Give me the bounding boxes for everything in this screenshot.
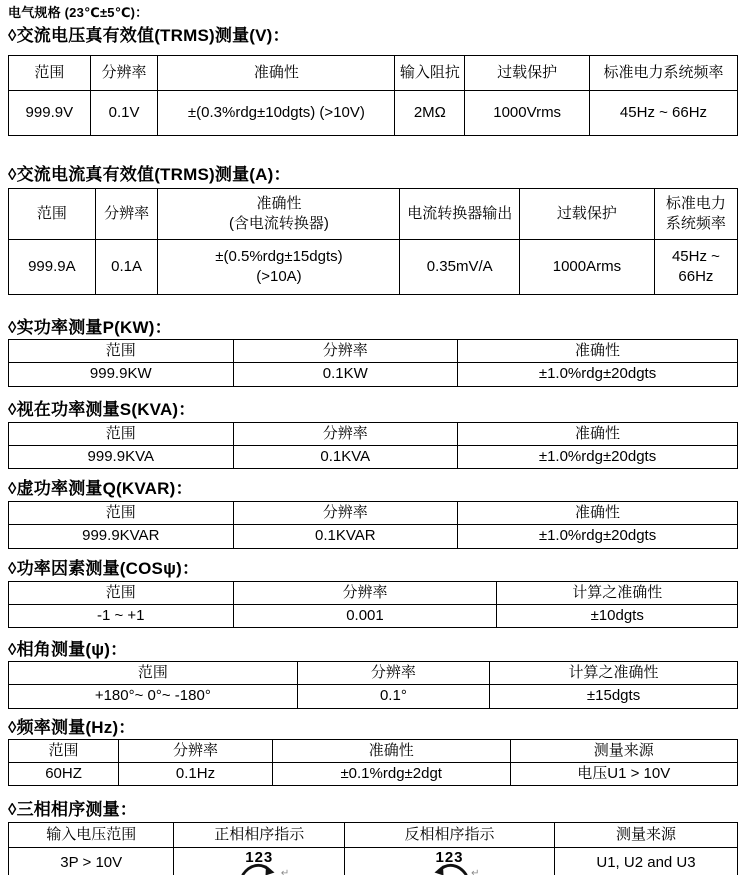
column-header-measurement-source: 测量来源 [554,823,737,848]
table-row [9,525,738,548]
cell-input-voltage-range: 3P > 10V [9,848,174,875]
column-header-range: 范围 [9,502,234,525]
cell-resolution: 0.1KVAR [233,525,458,548]
cell-range: 999.9KW [9,363,234,386]
cell-overload-protection: 1000Vrms [465,91,590,136]
table-row [9,604,738,627]
text-line: 66Hz [678,268,714,285]
column-header-resolution: 分辨率 [233,502,458,525]
column-header-accuracy: 准确性 [272,739,510,762]
section-heading-frequency: ◊频率测量(Hz)： [8,717,136,737]
table-row [9,685,738,708]
section-heading-power-factor: ◊功率因素测量(COSψ)： [8,558,200,578]
table-header-row [9,502,738,525]
section-heading-ac-current: ◊交流电流真有效值(TRMS)测量(A)： [8,165,291,184]
column-header-accuracy [158,189,400,240]
cell-range: 999.9A [9,240,96,295]
table-header-row [9,340,738,363]
section-heading-active-power: ◊实功率测量P(KW)： [8,318,172,337]
cell-range: 60HZ [9,762,119,785]
phase-sequence-negative-icon [431,849,480,875]
cell-calc-accuracy: ±10dgts [497,604,738,627]
linebreak-mark: ↵ [280,868,290,875]
column-header-accuracy: 准确性 [158,56,395,91]
text-line: 系统频率 [665,215,726,232]
column-header-range: 范围 [9,340,234,363]
text-line: (>10A) [256,268,302,285]
text-line: ±(0.5%rdg±15dgts) [215,247,343,265]
cell-resolution: 0.001 [233,604,497,627]
cell-input-impedance: 2MΩ [395,91,465,136]
phase-angle-table [8,661,738,709]
column-header-resolution: 分辨率 [95,189,158,240]
table-header-row [9,56,738,91]
cell-measurement-source: 电压U1 > 10V [510,762,737,785]
column-header-range: 范围 [9,662,298,685]
cell-range: +180°~ 0°~ -180° [9,685,298,708]
cell-accuracy: ±1.0%rdg±20dgts [458,525,738,548]
section-heading-phase-angle: ◊相角测量(ψ)： [8,640,128,659]
cell-accuracy: ±(0.3%rdg±10dgts) (>10V) [158,91,395,136]
table-header-row [9,739,738,762]
column-header-calc-accuracy: 计算之准确性 [497,581,738,604]
cell-range: 999.9V [9,91,91,136]
cell-calc-accuracy: ±15dgts [490,685,738,708]
section-heading-ac-voltage: ◊交流电压真有效值(TRMS)测量(V)： [8,26,290,45]
table-row [9,848,738,875]
table-row [9,363,738,386]
cell-accuracy: ±0.1%rdg±2dgt [272,762,510,785]
column-header-input-impedance: 输入阻抗 [395,56,465,91]
column-header-power-system-frequency [654,189,737,240]
cell-resolution: 0.1° [297,685,489,708]
column-header-range: 范围 [9,422,234,445]
table-row [9,240,738,295]
column-header-power-system-frequency: 标准电力系统频率 [589,56,737,91]
section-heading-phase-sequence: ◊三相相序测量： [8,800,138,819]
cell-accuracy [158,240,400,295]
text-line: 标准电力 [665,194,726,212]
cell-positive-sequence [174,848,345,875]
active-power-table [8,339,738,387]
phase-sequence-table [8,822,738,875]
apparent-power-table [8,422,738,470]
phase-sequence-positive-icon [240,849,290,875]
cell-range: -1 ~ +1 [9,604,234,627]
column-header-negative-sequence: 反相相序指示 [345,823,555,848]
power-factor-table [8,581,738,629]
ac-current-table [8,188,738,295]
cell-resolution: 0.1V [90,91,158,136]
cell-resolution: 0.1Hz [119,762,273,785]
table-row [9,445,738,468]
cell-range: 999.9KVA [9,445,234,468]
page-title: 电气规格 (23℃±5℃)： [8,5,149,20]
sequence-123-label: 123 [245,849,274,866]
section-heading-reactive-power: ◊虚功率测量Q(KVAR)： [8,479,193,498]
column-header-transducer-output: 电流转换器输出 [400,189,520,240]
cell-accuracy: ±1.0%rdg±20dgts [458,363,738,386]
cell-power-system-frequency: 45Hz ~ 66Hz [589,91,737,136]
column-header-resolution: 分辨率 [233,422,458,445]
table-row [9,91,738,136]
cell-power-system-frequency [654,240,737,295]
column-header-resolution: 分辨率 [233,340,458,363]
column-header-overload-protection: 过载保护 [520,189,655,240]
column-header-input-voltage-range: 输入电压范围 [9,823,174,848]
table-row [9,762,738,785]
section-heading-apparent-power: ◊视在功率测量S(KVA)： [8,399,196,419]
column-header-range: 范围 [9,189,96,240]
cell-transducer-output: 0.35mV/A [400,240,520,295]
cell-resolution: 0.1KVA [233,445,458,468]
text-line: (含电流转换器) [228,215,329,232]
ac-voltage-table [8,55,738,136]
cell-resolution: 0.1KW [233,363,458,386]
table-header-row [9,662,738,685]
text-line: 45Hz ~ [671,247,720,265]
column-header-accuracy: 准确性 [458,502,738,525]
cell-accuracy: ±1.0%rdg±20dgts [458,445,738,468]
column-header-resolution: 分辨率 [297,662,489,685]
frequency-table [8,739,738,787]
sequence-123-label: 123 [435,849,464,866]
cell-measurement-source: U1, U2 and U3 [554,848,737,875]
cell-negative-sequence [345,848,555,875]
linebreak-mark: ↵ [471,868,480,875]
table-header-row [9,823,738,848]
table-header-row [9,422,738,445]
column-header-positive-sequence: 正相相序指示 [174,823,345,848]
column-header-range: 范围 [9,581,234,604]
column-header-accuracy: 准确性 [458,422,738,445]
column-header-resolution: 分辨率 [90,56,158,91]
column-header-resolution: 分辨率 [119,739,273,762]
column-header-accuracy: 准确性 [458,340,738,363]
table-header-row [9,581,738,604]
reactive-power-table [8,501,738,549]
column-header-range: 范围 [9,739,119,762]
column-header-calc-accuracy: 计算之准确性 [490,662,738,685]
column-header-resolution: 分辨率 [233,581,497,604]
column-header-overload-protection: 过载保护 [465,56,590,91]
table-header-row [9,189,738,240]
cell-range: 999.9KVAR [9,525,234,548]
cell-overload-protection: 1000Arms [520,240,655,295]
text-line: 准确性 [256,194,302,212]
column-header-range: 范围 [9,56,91,91]
column-header-measurement-source: 测量来源 [510,739,737,762]
cell-resolution: 0.1A [95,240,158,295]
